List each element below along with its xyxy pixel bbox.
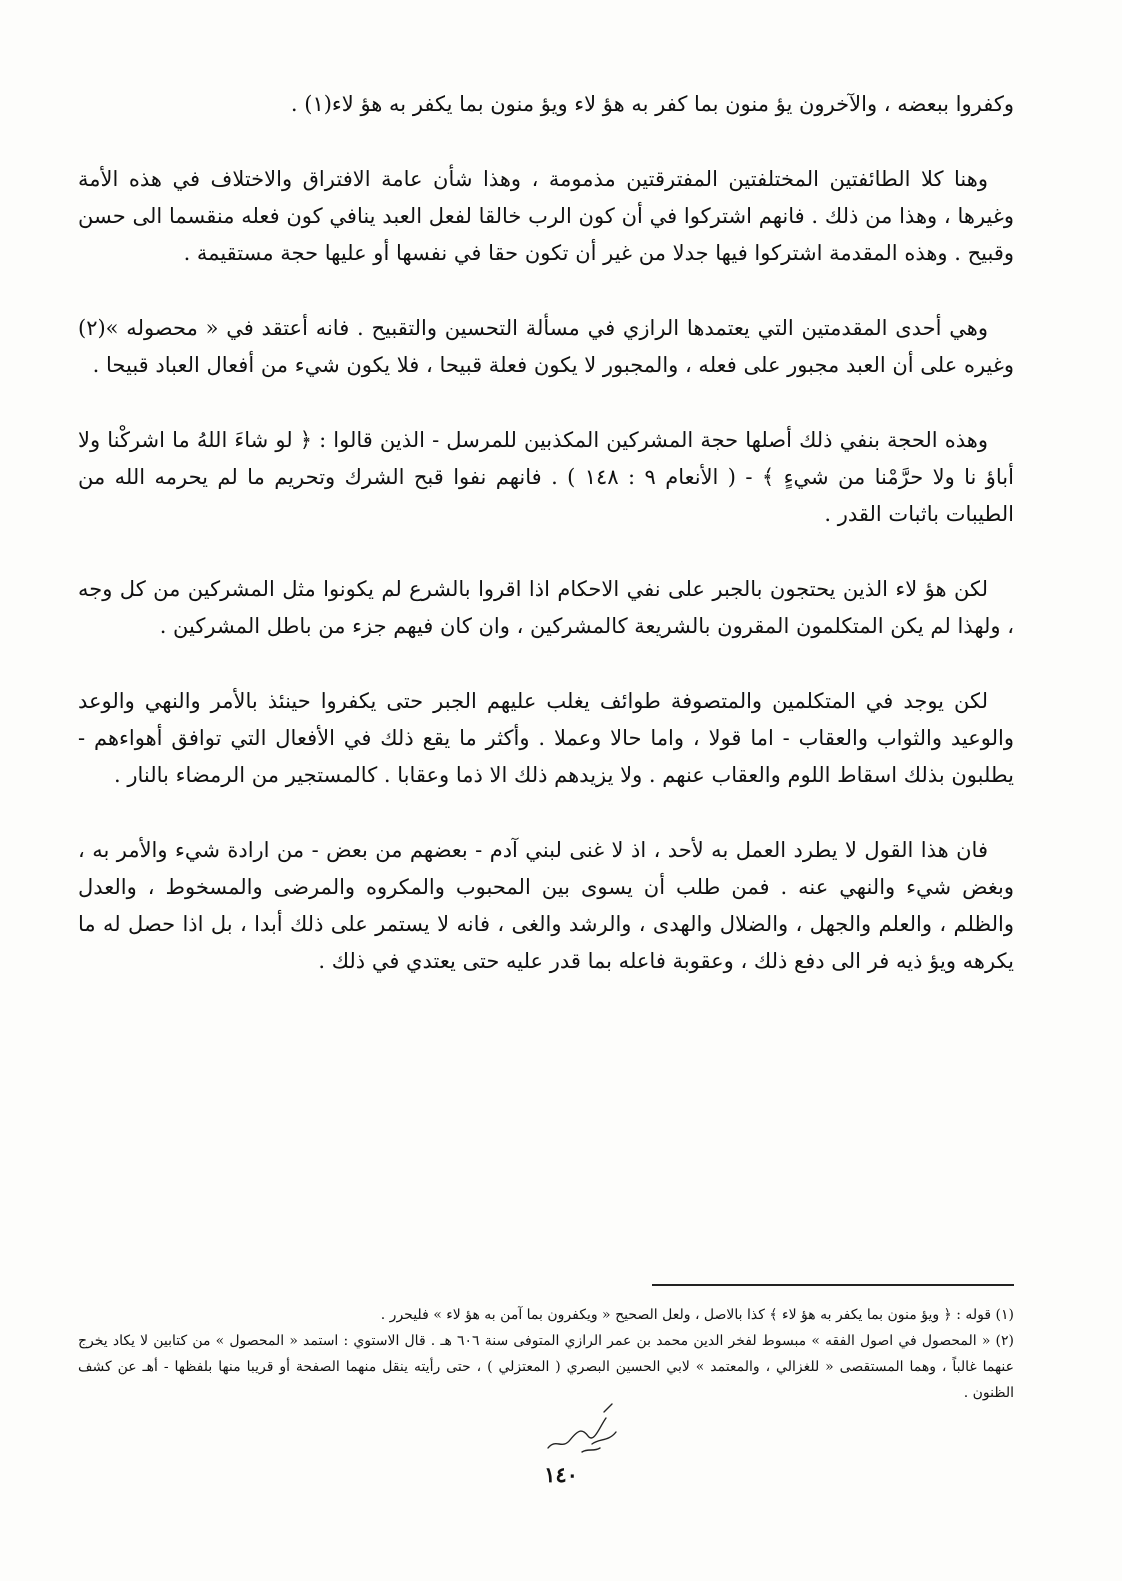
paragraph-7: فان هذا القول لا يطرد العمل به لأحد ، اذ لا غنى لبني آدم - بعضهم من بعض - من ارادة شيء والأمر به ، وبغض شيء والنهي عنه . فمن طلب أن يسوى بين المحبوب والمكروه والمرضى والمسخوط ، والعدل والظلم ، والعلم والجهل ، والضلال والهدى ، والرشد والغى ، فانه لا يستمر على ذلك أبدا ، بل اذا حصل له ما يكرهه ويؤ ذيه فر الى دفع ذلك ، وعقوبة فاعله بما قدر عليه حتى يعتدي في ذلك . xyxy=(78,838,1014,973)
paragraph-4: وهذه الحجة بنفي ذلك أصلها حجة المشركين المكذبين للمرسل - الذين قالوا : ﴿ لو شاءَ اللهُ ما اشركْنا ولا أباؤ نا ولا حرَّمْنا من شيءٍ ﴾ - ( الأنعام ٩ : ١٤٨ ) . فانهم نفوا قبح الشرك وتحريم ما لم يحرمه الله من الطيبات باثبات القدر . xyxy=(78,428,1014,526)
paragraph-2: وهنا كلا الطائفتين المختلفتين المفترقتين مذمومة ، وهذا شأن عامة الافتراق والاختلاف في هذه الأمة وغيرها ، وهذا من ذلك . فانهم اشتركوا في أن كون الرب خالقا لفعل العبد ينافي كون فعله منقسما الى حسن وقبيح . وهذه المقدمة اشتركوا فيها جدلا من غير أن تكون حقا في نفسها أو عليها حجة مستقيمة . xyxy=(78,167,1014,265)
paragraph-5: لكن هؤ لاء الذين يحتجون بالجبر على نفي الاحكام اذا اقروا بالشرع لم يكونوا مثل المشركين من كل وجه ، ولهذا لم يكن المتكلمون المقرون بالشريعة كالمشركين ، وان كان فيهم جزء من باطل المشركين . xyxy=(78,577,1014,638)
handwritten-signature xyxy=(542,1398,628,1458)
page-number: ١٤٠ xyxy=(544,1462,578,1487)
main-text xyxy=(78,86,1014,980)
paragraph-3: وهي أحدى المقدمتين التي يعتمدها الرازي في مسألة التحسين والتقبيح . فانه أعتقد في « محصوله »(٢) وغيره على أن العبد مجبور على فعله ، والمجبور لا يكون فعلة قبيحا ، فلا يكون شيء من أفعال العباد قبيحا . xyxy=(78,316,1014,377)
footnote-2: (٢) « المحصول في اصول الفقه » مبسوط لفخر الدين محمد بن عمر الرازي المتوفى سنة ٦٠٦ هـ . قال الاستوي : استمد « المحصول » من كتابين لا يكاد يخرج عنهما غالباً ، وهما المستقصى « للغزالي ، والمعتمد » لابي الحسين البصري ( المعتزلي ) ، حتى رأيته ينقل منهما الصفحة أو قريبا منها بلفظها - أهـ عن كشف الظنون . xyxy=(78,1333,1015,1401)
footnote-divider xyxy=(652,1284,1014,1286)
footnotes xyxy=(78,1302,1014,1406)
footnote-1: (١) قوله : ﴿ ويؤ منون بما يكفر به هؤ لاء ﴾ كذا بالاصل ، ولعل الصحيح « ويكفرون بما آمن به هؤ لاء » فليحرر . xyxy=(380,1307,1014,1323)
paragraph-6: لكن يوجد في المتكلمين والمتصوفة طوائف يغلب عليهم الجبر حتى يكفروا حينئذ بالأمر والنهي والوعد والوعيد والثواب والعقاب - اما قولا ، واما حالا وعملا . وأكثر ما يقع ذلك في الأفعال التي توافق أهواءهم - يطلبون بذلك اسقاط اللوم والعقاب عنهم . ولا يزيدهم ذلك الا ذما وعقابا . كالمستجير من الرمضاء بالنار . xyxy=(78,689,1014,787)
paragraph-1: وكفروا ببعضه ، والآخرون يؤ منون بما كفر به هؤ لاء ويؤ منون بما يكفر به هؤ لاء(١) . xyxy=(290,92,1014,116)
